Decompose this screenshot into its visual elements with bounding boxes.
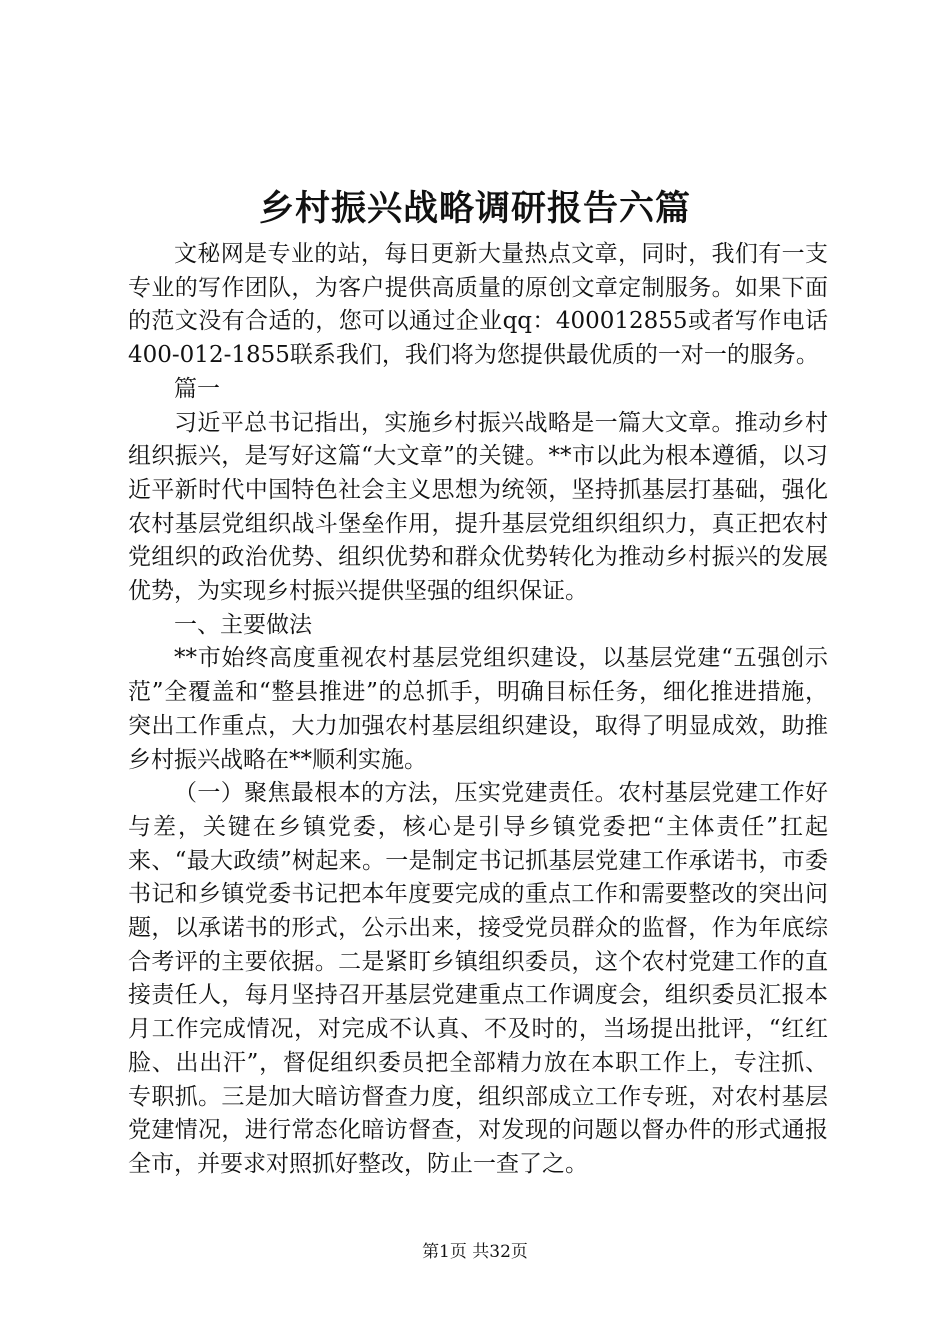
intro-paragraph: 文秘网是专业的站，每日更新大量热点文章，同时，我们有一支专业的写作团队，为客户提供高质量的原创文章定制服务。如果下面的范文没有合适的，您可以通过企业qq：400012855或者写作电话400-012-1855联系我们，我们将为您提供最优质的一对一的服务。 (128, 241, 828, 369)
document-body (128, 238, 828, 1182)
section-label: 篇一 (174, 375, 220, 402)
section-heading: 一、主要做法 (174, 611, 312, 638)
page-number-footer: 第1页 共32页 (422, 1242, 528, 1262)
body-paragraph: 习近平总书记指出，实施乡村振兴战略是一篇大文章。推动乡村组织振兴，是写好这篇“大文章”的关键。**市以此为根本遵循，以习近平新时代中国特色社会主义思想为统领，坚持抓基层打基础，强化农村基层党组织战斗堡垒作用，提升基层党组织组织力，真正把农村党组织的政治优势、组织优势和群众优势转化为推动乡村振兴的发展优势，为实现乡村振兴提供坚强的组织保证。 (128, 409, 828, 605)
body-paragraph: **市始终高度重视农村基层党组织建设，以基层党建“五强创示范”全覆盖和“整县推进”的总抓手，明确目标任务，细化推进措施，突出工作重点，大力加强农村基层组织建设，取得了明显成效，助推乡村振兴战略在**顺利实施。 (128, 645, 828, 773)
document-title: 乡村振兴战略调研报告六篇 (258, 188, 691, 229)
body-paragraph: （一）聚焦最根本的方法，压实党建责任。农村基层党建工作好与差，关键在乡镇党委，核心是引导乡镇党委把“主体责任”扛起来、“最大政绩”树起来。一是制定书记抓基层党建工作承诺书，市委书记和乡镇党委书记把本年度要完成的重点工作和需要整改的突出问题，以承诺书的形式，公示出来，接受党员群众的监督，作为年底综合考评的主要依据。二是紧盯乡镇组织委员，这个农村党建工作的直接责任人，每月坚持召开基层党建重点工作调度会，组织委员汇报本月工作完成情况，对完成不认真、不及时的，当场提出批评，“红红脸、出出汗”，督促组织委员把全部精力放在本职工作上，专注抓、专职抓。三是加大暗访督查力度，组织部成立工作专班，对农村基层党建情况，进行常态化暗访督查，对发现的问题以督办件的形式通报全市，并要求对照抓好整改，防止一查了之。 (128, 780, 828, 1177)
